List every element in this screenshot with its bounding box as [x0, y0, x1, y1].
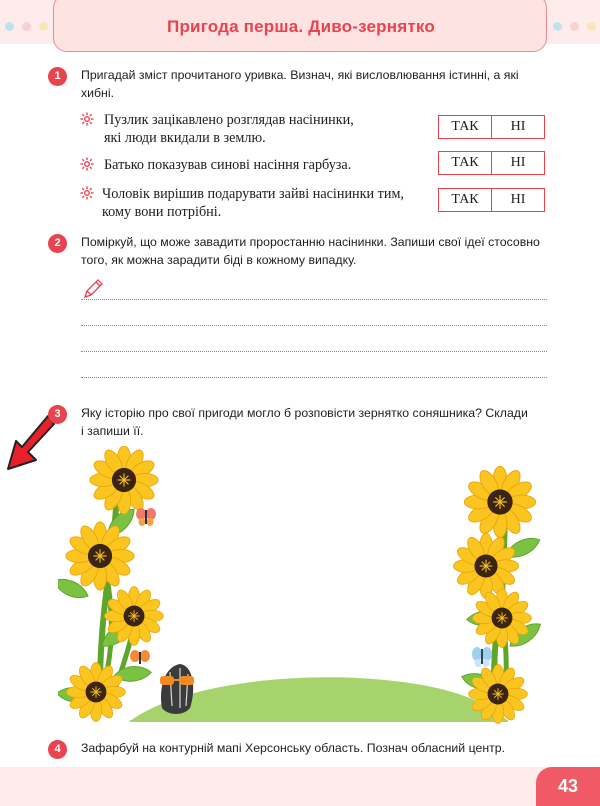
task-3-text: Яку історію про свої пригоди могло б розповісти зернятко соняшника? Склади і запиши її. [81, 406, 528, 438]
task-1-text: Пригадай зміст прочитаного уривка. Визнач, які висловлювання істинні, а які хибні. [81, 68, 519, 100]
writing-line[interactable] [81, 377, 547, 378]
option-no[interactable]: НІ [510, 155, 526, 170]
page-number-badge [536, 767, 600, 806]
task-2-text: Поміркуй, що може завадити проростанню насінинки. Запиши свої ідеї стосовно того, як можна зарадити біді в кожному випадку. [81, 235, 540, 267]
writing-line[interactable] [81, 325, 547, 326]
answer-box-2[interactable] [438, 151, 545, 175]
task-4-text: Зафарбуй на контурній мапі Херсонську область. Познач обласний центр. [81, 741, 506, 755]
title-banner [53, 0, 547, 52]
pencil-icon [81, 277, 105, 301]
option-no[interactable]: НІ [510, 192, 526, 207]
answer-box-3[interactable] [438, 188, 545, 212]
statement-3: Чоловік вирішив подарувати зайві насінинки тим, кому вони потрібні. [102, 186, 404, 220]
statement-2: Батько показував синові насіння гарбуза. [104, 157, 352, 173]
option-yes[interactable]: ТАК [439, 152, 492, 174]
star-bullet-icon [80, 157, 94, 171]
option-no[interactable]: НІ [510, 119, 526, 134]
footer-band [0, 767, 600, 806]
task-number: 2 [48, 234, 67, 253]
task-number: 3 [48, 405, 67, 424]
writing-line[interactable] [81, 299, 547, 300]
option-yes[interactable]: ТАК [439, 189, 492, 211]
sunflower-illustration[interactable] [58, 446, 558, 731]
writing-line[interactable] [81, 351, 547, 352]
red-arrow-icon [4, 414, 56, 472]
star-bullet-icon [80, 186, 94, 200]
page-number: 43 [557, 776, 579, 796]
answer-box-1[interactable] [438, 115, 545, 139]
page-title: Пригода перша. Диво-зернятко [167, 17, 435, 36]
task-number: 4 [48, 740, 67, 759]
statement-1: Пузлик зацікавлено розглядав насінинки, які люди вкидали в землю. [104, 112, 354, 146]
star-bullet-icon [80, 112, 94, 126]
task-number: 1 [48, 67, 67, 86]
option-yes[interactable]: ТАК [439, 116, 492, 138]
